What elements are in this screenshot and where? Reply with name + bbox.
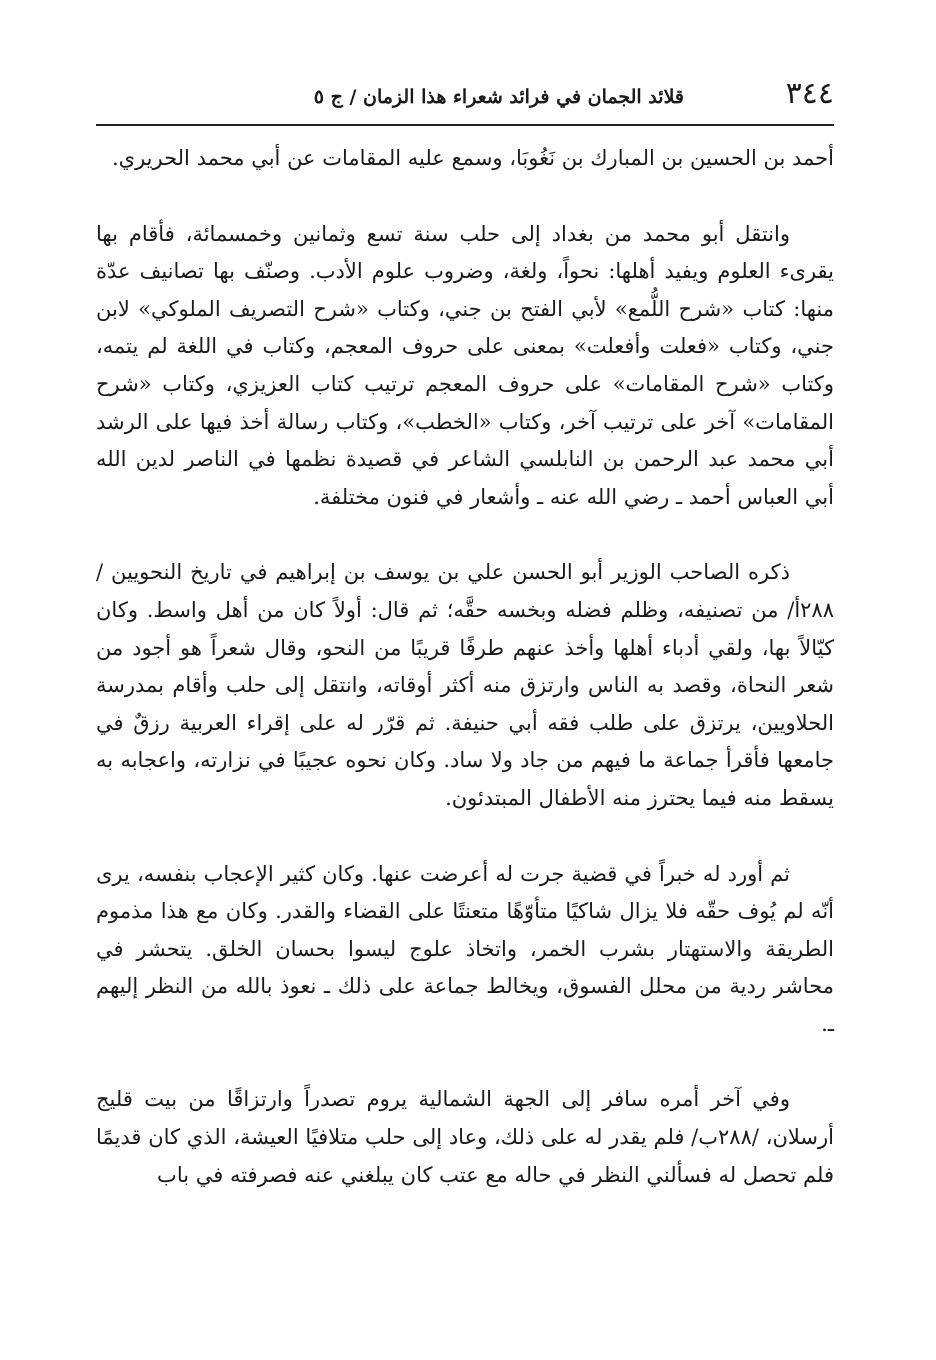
paragraph: وفي آخر أمره سافر إلى الجهة الشمالية يروم تصدراً وارتزاقًا من بيت قليج أرسلان، /٢٨٨ب/ فلم يقدر له على ذلك، وعاد إلى حلب متلافيًا العيشة، الذي كان قديمًا فلم تحصل له فسألني النظر في حاله مع عتب كان يبلغني عنه فصرفته في باب	[96, 1087, 834, 1187]
paragraph: ثم أورد له خبراً في قضية جرت له أعرضت عنها. وكان كثير الإعجاب بنفسه، يرى أنّه لم يُوف حقّه فلا يزال شاكيًا متأوّهًا متعنتًا على القضاء والقدر. وكان مع هذا مذموم الطريقة والاستهتار بشرب الخمر، واتخاذ علوج ليسوا بحسان الخلق. يتحشر في محاشر ردية من محلل الفسوق، ويخالط جماعة على ذلك ـ نعوذ بالله من النظر إليهم ـ.	[96, 861, 834, 1036]
paragraph: وانتقل أبو محمد من بغداد إلى حلب سنة تسع وثمانين وخمسمائة، فأقام بها يقرىء العلوم ويفيد أهلها: نحواً، ولغة، وضروب علوم الأدب. وصنّف بها تصانيف عدّة منها: كتاب «شرح اللُّمع» لأبي الفتح بن جني، وكتاب «شرح التصريف الملوكي» لابن جني، وكتاب «فعلت وأفعلت» بمعنى على حروف المعجم، وكتاب في اللغة لم يتمه، وكتاب «شرح المقامات» على حروف المعجم ترتيب كتاب العزيزي، وكتاب «شرح المقامات» آخر على ترتيب آخر، وكتاب «الخطب»، وكتاب رسالة أخذ فيها على الرشد أبي محمد عبد الرحمن بن النابلسي الشاعر في قصيدة نظمها في الناصر لدين الله أبي العباس أحمد ـ رضي الله عنه ـ وأشعار في فنون مختلفة.	[96, 221, 834, 509]
page-number: ٣٤٤	[785, 76, 834, 111]
paragraph: أحمد بن الحسين بن المبارك بن نَغُوبَا، وسمع عليه المقامات عن أبي محمد الحريري.	[111, 146, 834, 170]
paragraph: ذكره الصاحب الوزير أبو الحسن علي بن يوسف بن إبراهيم في تاريخ النحويين /٢٨٨أ/ من تصنيفه، وظلم فضله وبخسه حقَّه؛ ثم قال: أولاً كان من أهل واسط. وكان كيّالاً بها، ولقي أدباء أهلها وأخذ عنهم طرفًا قريبًا من النحو، وقال شعراً هو أجود من شعر النحاة، وقصد به الناس وارتزق منه أكثر أوقاته، وانتقل إلى حلب وأقام بمدرسة الحلاويين، يرتزق على طلب فقه أبي حنيفة. ثم قرّر له على إقراء العربية رزقٌ في جامعها فأقرأ جماعة ما فيهم من جاد ولا ساد. وكان نحوه عجيبًا في نزارته، واعجابه به يسقط منه فيما يحترز منه الأطفال المبتدئون.	[96, 560, 834, 810]
running-head	[96, 78, 834, 118]
main-text	[96, 140, 834, 1194]
running-title: قلائد الجمان في فرائد شعراء هذا الزمان / ج ٥	[313, 86, 684, 108]
header-divider	[96, 124, 834, 126]
